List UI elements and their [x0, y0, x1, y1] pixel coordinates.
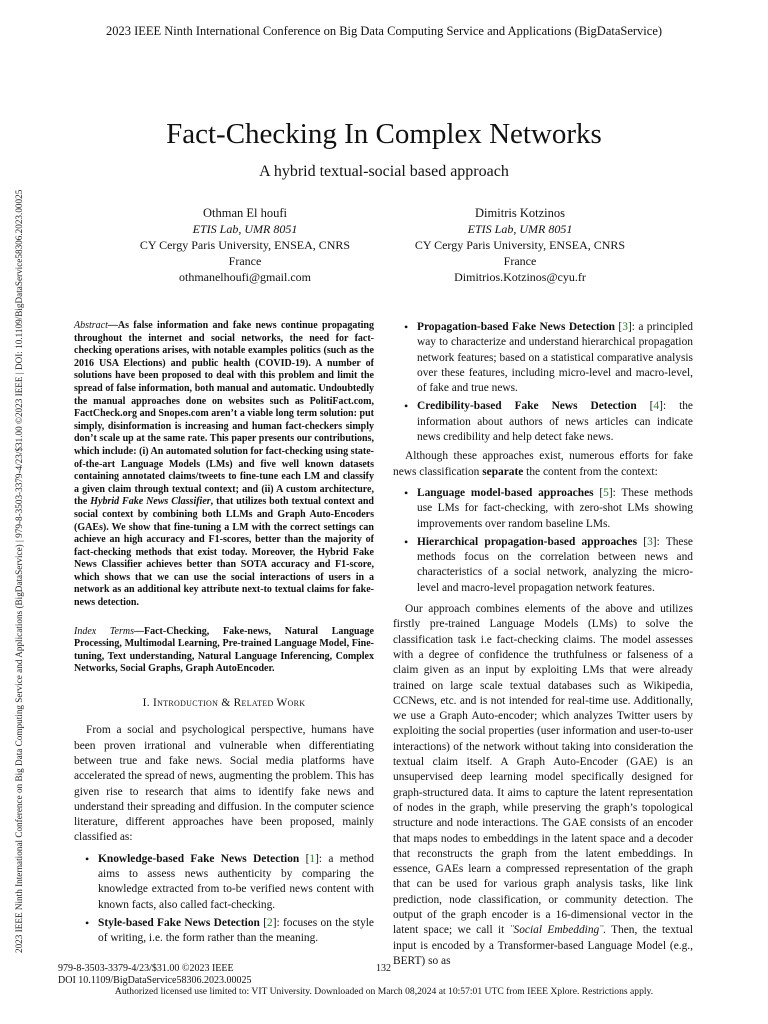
intro-paragraph-3 [393, 602, 693, 969]
para-3-emphasis: ¨Social Embedding¨ [509, 924, 604, 937]
page-number: 132 [376, 963, 391, 974]
list-item: • Knowledge-based Fake News Detection [1]: a method aims to assess news authenticity by comparing the knowledge extracted from to-be verified news content with known facts, also called fact-checking. [85, 851, 374, 911]
author-email: Dimitrios.Kotzinos@cyu.fr [454, 270, 586, 284]
author-university: CY Cergy Paris University, ENSEA, CNRS [414, 238, 626, 252]
list-item-text: : a method aims to assess news authenticity by comparing the knowledge extracted from to-be verified news content with known facts, also called fact-checking. [98, 852, 374, 911]
author-lab: ETIS Lab, UMR 8051 [467, 222, 573, 236]
conference-header: 2023 IEEE Ninth International Conference on Big Data Computing Service and Applications (BigDataService) [105, 24, 663, 38]
list-item-term: Knowledge-based Fake News Detection [98, 852, 300, 865]
author-block-2 [370, 205, 670, 285]
author-university: CY Cergy Paris University, ENSEA, CNRS [139, 238, 351, 252]
abstract-text-1: —As false information and fake news continue propagating throughout the internet and social networks, the need for fact-checking operations arises, with notable examples politics (such as the 2016 USA Elections) and public health (COVID-19). A number of solutions have been proposed to deal with this problem and limit the spread of false information, both manual and automatic. Undoubtedly the manual approaches done on websites such as PolitiFact.com, FactCheck.org and Snopes.com aren’t a viable long term solution: put simply, disinformation is increasing and human fact-checkers simply don’t scale up at the same rate. This paper presents our contributions, which include: (i) An automated solution for fact-checking using state-of-the-art Language Models (LMs) and five well known datasets containing annotated claims/tweets to fine-tune each LM and classify a given claim through textual context; and (ii) A custom architecture, the [74, 320, 374, 508]
left-column [74, 320, 374, 949]
intro-paragraph-2 [393, 449, 693, 480]
citation-link[interactable]: 1 [309, 852, 316, 865]
para-3-text-a: Our approach combines elements of the above and utilizes firstly pre-trained Language Models (LMs) to solve the classification task i.e fact-checking claims. The model assesses with a degree of confidence the truthfulness or falseness of a claim given as an input by exploiting LMs that were already trained on large scale textual databases such as Wikipedia, CCNews, etc. and is not intended for real-time use. Additionally, we use a Graph Auto-encoder; which analyzes Twitter users by exploiting the social properties (user information and user-to-user interactions) of the network without taking into consideration the textual claim itself. A Graph Auto-Encoder (GAE) is an unsupervised deep learning model specifically designed for graph-structured data. It aims to capture the latent representation of nodes in the graph, while preserving the graph’s topological structure and node interactions. The GAE consists of an encoder that maps nodes to embeddings in the latent space and a decoder that reconstructs the graph from the latent embeddings. In essence, GAEs learn a compressed representation of the graph that can be used for various graph analysis tasks, like link prediction, node classification, or community detection. The output of the graph encoder is a 16-dimensional vector in the latent space; we call it [393, 603, 693, 937]
author-country: France [228, 254, 262, 268]
abstract-emphasis: Hybrid Fake News Classifier [90, 496, 211, 508]
author-email: othmanelhoufi@gmail.com [178, 270, 312, 284]
right-column [393, 320, 693, 969]
author-block-1 [95, 205, 395, 285]
footer-publication-info [58, 963, 252, 987]
index-terms [74, 626, 374, 676]
list-item-text: : focuses on the style of writing, i.e. the form rather than the meaning. [98, 916, 374, 945]
citation-link[interactable]: 5 [603, 486, 609, 499]
abstract-text-2: , that utilizes both textual context and social context by combining both LLMs and Graph Auto-Encoders (GAEs). We show that fine-tuning a LM with the correct settings can achieve an high accuracy and F1-scores, better than the majority of fact-checking methods that exist today. Moreover, the Hybrid Fake News Classifier achieves better than SOTA accuracy and F1-score, which shows that we can use the social interactions of users in a network as an additional key attribute next-to textual claims for fake-news detection. [74, 496, 374, 609]
abstract [74, 320, 374, 610]
para-3-text-b: . Then, the textual input is encoded by a Transformer-based Language Model (e.g., BERT) so as [393, 924, 693, 967]
list-item-term: Credibility-based Fake News Detection [417, 400, 637, 413]
list-item-term: Propagation-based Fake News Detection [417, 321, 615, 333]
citation-link[interactable]: 3 [647, 535, 653, 548]
list-item: • Hierarchical propagation-based approaches [3]: These methods focus on the correlation between news and characteristics of a social network, analyzing the micro-level and macro-level propagation network features. [404, 534, 693, 594]
citation-link[interactable]: 2 [267, 916, 273, 929]
side-citation-strip: 2023 IEEE Ninth International Conference on Big Data Computing Service and Applications (BigDataService) | 979-8-3503-3379-4/23/$31.00 ©2023 IEEE | DOI: 10.1109/BigDataService58306.2023.00025 [14, 189, 24, 953]
author-lab: ETIS Lab, UMR 8051 [192, 222, 298, 236]
citation-link[interactable]: 4 [653, 400, 660, 413]
intro-paragraph-1: From a social and psychological perspective, humans have been proven irrational and vulnerable when differentiating between true and fake news. Social media platforms have accelerated the spread of news, augmenting the problem. This has given rise to research that aims to identify fake news and understand their spreading and diffusion. In the computer science literature, different approaches have been proposed, mainly classified as: [74, 724, 374, 844]
list-item: • Language model-based approaches [5]: These methods use LMs for fact-checking, with zero-shot LMs showing improvements over random baseline LMs. [404, 485, 693, 530]
license-notice: Authorized licensed use limited to: VIT University. Downloaded on March 08,2024 at 10:57:01 UTC from IEEE Xplore. Restrictions apply. [114, 986, 654, 997]
approach-list-left [74, 852, 374, 947]
approach-list-right [393, 320, 693, 445]
author-name: Othman El houfi [202, 206, 287, 220]
index-terms-text: —Fact-Checking, Fake-news, Natural Language Processing, Multimodal Learning, Pre-trained Language Model, Fine-tuning, Text understanding, Natural Language Inferencing, Complex Networks, Social Graphs, Graph AutoEncoder. [74, 625, 374, 675]
para-2-bold: separate [482, 465, 524, 478]
context-approach-list [393, 486, 693, 596]
abstract-label: Abstract [74, 320, 108, 331]
paper-subtitle: A hybrid textual-social based approach [259, 163, 509, 180]
list-item: • Propagation-based Fake News Detection [3]: a principled way to characterize and understand hierarchical propagation network features; based on a statistical comparative analysis over these features, including micro-level and macro-level, of fake and true news. [404, 320, 693, 395]
author-name: Dimitris Kotzinos [475, 206, 565, 220]
list-item-text: : a principled way to characterize and understand hierarchical propagation network features; based on a statistical comparative analysis over these features, including micro-level and macro-level, of fake and true news. [417, 321, 693, 395]
paper-title: Fact-Checking In Complex Networks [166, 118, 602, 150]
list-item-term: Hierarchical propagation-based approaches [417, 535, 638, 548]
list-item-text: : the information about authors of news articles can indicate news credibility and help detect fake news. [417, 400, 693, 444]
footer-isbn: 979-8-3503-3379-4/23/$31.00 ©2023 IEEE [58, 963, 234, 974]
list-item-text: : These methods use LMs for fact-checking, with zero-shot LMs showing improvements over random baseline LMs. [417, 486, 693, 530]
section-heading: I. Introduction & Related Work [142, 697, 306, 710]
list-item: • Style-based Fake News Detection [2]: focuses on the style of writing, i.e. the form rather than the meaning. [85, 915, 374, 945]
list-item-text: : These methods focus on the correlation between news and characteristics of a social network, analyzing the micro-level and macro-level propagation network features. [417, 535, 693, 594]
author-country: France [503, 254, 537, 268]
para-2-text-a: Although these approaches exist, numerous efforts for fake news classification [393, 450, 693, 478]
para-2-text-b: the content from the context: [523, 465, 658, 478]
list-item-term: Style-based Fake News Detection [98, 916, 260, 929]
list-item: • Credibility-based Fake News Detection [4]: the information about authors of news articles can indicate news credibility and help detect fake news. [404, 399, 693, 444]
citation-link[interactable]: 3 [622, 321, 628, 333]
index-terms-label: Index Terms [74, 625, 134, 637]
footer-doi: DOI 10.1109/BigDataService58306.2023.00025 [58, 975, 252, 986]
list-item-term: Language model-based approaches [417, 486, 594, 499]
